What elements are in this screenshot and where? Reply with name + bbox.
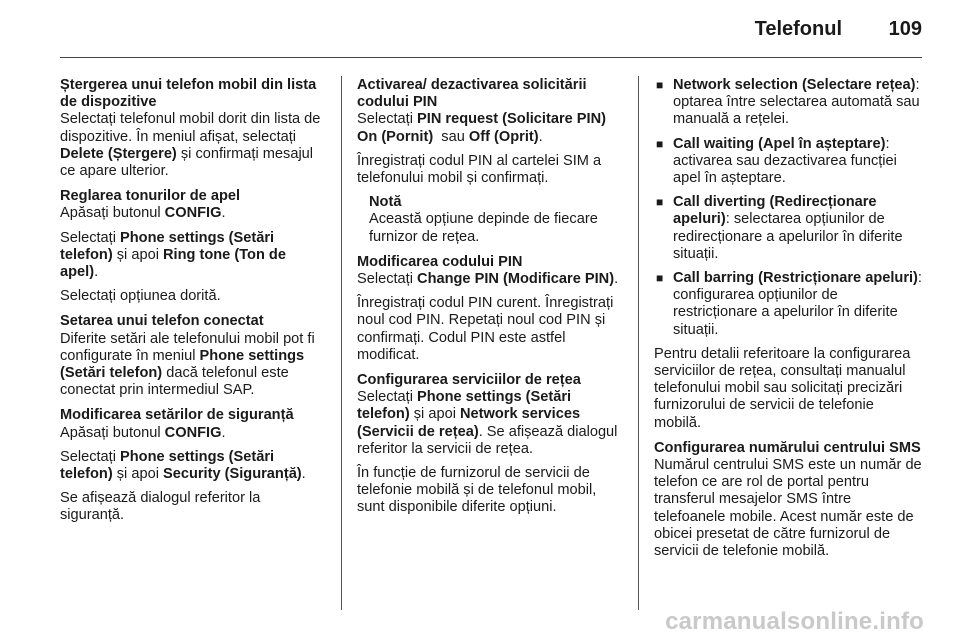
paragraph: În funcție de furnizorul de servicii de telefonie mobilă și de telefonul mobil, sunt disponibile diferite opțiuni. — [357, 465, 597, 516]
text-run: și confirmați mesajul ce apare ulterior. — [60, 145, 314, 180]
text-run: . — [538, 128, 543, 145]
menu-option: Phone settings (Setări telefon) — [357, 389, 572, 423]
menu-option: Phone settings (Setări telefon) — [60, 448, 275, 483]
text-run: Selectați — [60, 448, 121, 465]
text-run: . — [301, 466, 306, 483]
section-heading: Ștergerea unui telefon mobil din lista de dispozitive — [60, 77, 317, 111]
section-heading: Modificarea codului PIN — [357, 253, 523, 270]
column-right — [654, 77, 922, 568]
section-heading: Configurarea numărului centrului SMS — [654, 439, 921, 456]
text-run: . Se afișează dialogul referitor la servicii de rețea. — [357, 423, 618, 457]
text-run: dacă telefonul este conectat prin intermediul SAP. — [60, 365, 289, 399]
section-security-settings — [60, 407, 328, 524]
paragraph — [60, 230, 328, 282]
text-run: Diferite setări ale telefonului mobil pot fi configurate în meniul — [60, 330, 315, 364]
text-run: și apoi — [112, 466, 163, 483]
paragraph: Înregistrați codul PIN curent. Înregistrați noul cod PIN. Repetați noul cod PIN și confirmați. Codul PIN este astfel modificat. — [357, 295, 614, 363]
text-run: sau — [433, 128, 469, 145]
paragraph — [60, 205, 328, 222]
section-text — [60, 111, 328, 180]
text-run: Selectați — [60, 229, 121, 246]
paragraph: Selectați opțiunea dorită. — [60, 288, 221, 305]
text-run: și apoi — [409, 406, 460, 423]
note-title: Notă — [369, 194, 402, 211]
text-run: . — [614, 271, 619, 288]
text-run: Apăsați butonul — [60, 424, 165, 441]
menu-option: Phone settings (Setări telefon) — [60, 229, 275, 263]
menu-option: Security (Siguranță) — [163, 466, 302, 483]
column-middle — [357, 77, 625, 525]
bullet-icon: ■ — [656, 195, 664, 210]
paragraph: Pentru detalii referitoare la configurarea serviciilor de rețea, consultați manualul telefonului mobil sau solicitați precizări furnizorului de servicii de telefonie mobilă. — [654, 345, 911, 431]
text-run: . — [221, 424, 226, 441]
header-rule — [60, 57, 922, 58]
paragraph — [357, 271, 625, 288]
bullet-icon: ■ — [656, 136, 664, 151]
section-heading: Activarea/ dezactivarea solicitării codului PIN — [357, 77, 587, 111]
text-run: Selectați — [357, 111, 418, 128]
list-item — [654, 194, 922, 263]
list-item — [654, 136, 922, 188]
paragraph — [60, 449, 328, 483]
menu-option: PIN request (Solicitare PIN) On (Pornit) — [357, 111, 606, 145]
text-run: . — [94, 264, 99, 281]
option-name: Call diverting (Redirecționare apeluri) — [673, 194, 877, 228]
network-options-list — [654, 77, 922, 339]
section-heading: Modificarea setărilor de siguranță — [60, 407, 294, 424]
text-run: Apăsați butonul — [60, 205, 165, 222]
menu-option: Change PIN (Modificare PIN) — [417, 271, 615, 288]
paragraph — [357, 111, 625, 145]
button-name: CONFIG — [164, 205, 222, 222]
section-change-pin — [357, 254, 625, 364]
option-description: : selectarea opțiunilor de redirecționare a apelurilor în diferite situații. — [673, 211, 903, 262]
section-ring-tone — [60, 188, 328, 305]
section-heading: Configurarea serviciilor de rețea — [357, 372, 581, 389]
option-name: Call barring (Restricționare apeluri) — [673, 270, 918, 287]
section-heading: Reglarea tonurilor de apel — [60, 188, 241, 205]
column-divider-1 — [341, 76, 342, 610]
column-left — [60, 77, 328, 533]
text-run: și apoi — [112, 246, 163, 263]
menu-option: Phone settings (Setări telefon) — [60, 347, 305, 382]
section-sms-center — [654, 440, 922, 560]
option-description: : activarea sau dezactivarea funcției apel în așteptare. — [673, 135, 897, 187]
paragraph: Se afișează dialogul referitor la siguranță. — [60, 490, 261, 524]
page-header — [0, 0, 960, 58]
page-number: 109 — [888, 18, 922, 40]
option-name: Network selection (Selectare rețea) — [673, 77, 916, 93]
text-run: Selectați — [357, 271, 418, 288]
note-box — [369, 194, 625, 246]
option-description: : configurarea opțiunilor de restricționare a apelurilor în diferite situații. — [673, 270, 922, 338]
text-run: . — [221, 205, 226, 222]
note-text: Această opțiune depinde de fiecare furnizor de rețea. — [369, 211, 598, 245]
section-pin-request — [357, 77, 625, 246]
section-network-services — [357, 372, 625, 517]
menu-option: Network services (Servicii de rețea) — [357, 406, 581, 440]
bullet-icon: ■ — [656, 271, 664, 286]
section-connected-phone — [60, 313, 328, 399]
paragraph — [60, 425, 328, 442]
page-title: Telefonul — [754, 18, 842, 40]
section-text — [60, 331, 328, 400]
section-heading: Setarea unui telefon conectat — [60, 313, 264, 330]
watermark: carmanualsonline.info — [665, 608, 924, 635]
list-item — [654, 77, 922, 129]
menu-option: Ring tone (Ton de apel) — [60, 246, 286, 281]
section-delete-phone — [60, 77, 328, 180]
section-text: Numărul centrului SMS este un număr de telefon ce are rol de portal pentru transferul mesajelor SMS între telefoanele mobile. Acest număr este de obicei presetat de către furnizorul de servicii de telefonie mobilă. — [654, 457, 922, 560]
text-run: Selectați telefonul mobil dorit din lista de dispozitive. În meniul afișat, selectați — [60, 111, 321, 145]
text-run: Selectați — [357, 389, 418, 406]
paragraph: Înregistrați codul PIN al cartelei SIM a telefonului mobil și confirmați. — [357, 152, 602, 187]
column-divider-2 — [638, 76, 639, 610]
option-name: Call waiting (Apel în așteptare) — [673, 135, 886, 152]
option-description: : optarea între selectarea automată sau manuală a rețelei. — [673, 77, 920, 128]
list-item — [654, 270, 922, 339]
menu-option: Delete (Ștergere) — [60, 145, 177, 162]
bullet-icon: ■ — [656, 78, 664, 92]
menu-option: Off (Oprit) — [468, 128, 539, 145]
button-name: CONFIG — [164, 424, 222, 441]
paragraph — [357, 389, 625, 458]
